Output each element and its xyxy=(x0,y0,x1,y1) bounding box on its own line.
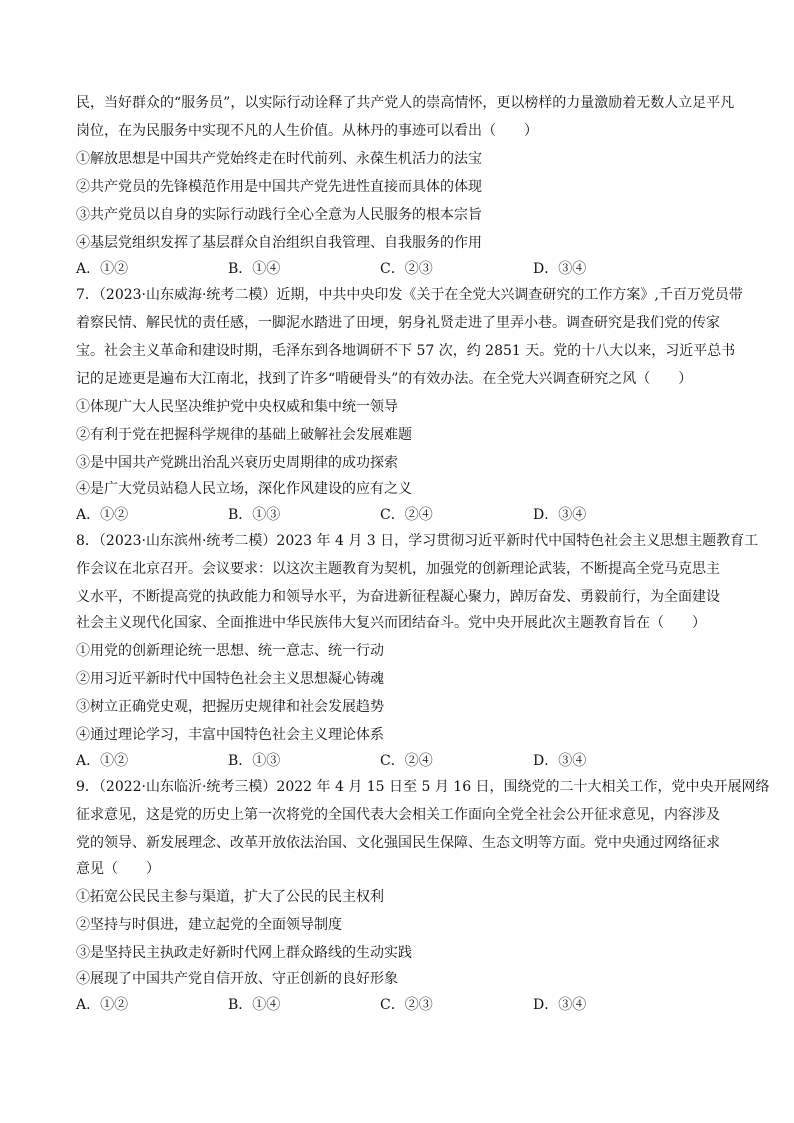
option-a[interactable]: A．①② xyxy=(76,507,129,523)
question-stem-line: 义水平，不断提高党的执政能力和领导水平，为奋进新征程凝心聚力，踔厉奋发、勇毅前行，为全面建设 xyxy=(76,589,720,605)
question-stem-line: 7．（2023·山东威海·统考二模）近期，中共中央印发《关于在全党大兴调查研究的工作方案》,千百万党员带 xyxy=(76,287,743,303)
question-stem-line: 记的足迹更是遍布大江南北，找到了许多“啃硬骨头”的有效办法。在全党大兴调查研究之风（ ） xyxy=(76,371,693,387)
question-stem-line: 着察民情、解民忧的责任感，一脚泥水踏进了田埂，躬身礼贤走进了里弄小巷。调查研究是我们党的传家 xyxy=(76,315,720,331)
option-c[interactable]: C．②④ xyxy=(380,507,433,523)
question-stem-line: 意见（ ） xyxy=(76,861,160,877)
statement-4: ④是广大党员站稳人民立场，深化作风建设的应有之义 xyxy=(76,481,412,497)
statement-4: ④展现了中国共产党自信开放、守正创新的良好形象 xyxy=(76,971,398,987)
option-b[interactable]: B．①③ xyxy=(228,753,281,769)
statement-1: ①解放思想是中国共产党始终走在时代前列、永葆生机活力的法宝 xyxy=(76,151,482,167)
question-stem-line: 8．（2023·山东滨州·统考二模）2023 年 4 月 3 日，学习贯彻习近平新时代中国特色社会主义思想主题教育工 xyxy=(76,533,759,549)
question-stem-line: 9．（2022·山东临沂·统考三模）2022 年 4 月 15 日至 5 月 16 日，围绕党的二十大相关工作，党中央开展网络 xyxy=(76,779,770,795)
option-c[interactable]: C．②③ xyxy=(380,997,433,1013)
option-c[interactable]: C．②④ xyxy=(380,753,433,769)
question-stem-line: 社会主义现代化国家、全面推进中华民族伟大复兴而团结奋斗。党中央开展此次主题教育旨在（ ） xyxy=(76,615,706,631)
question-stem-line: 岗位，在为民服务中实现不凡的人生价值。从林丹的事迹可以看出（ ） xyxy=(76,123,538,139)
option-d[interactable]: D．③④ xyxy=(533,261,587,277)
option-a[interactable]: A．①② xyxy=(76,997,129,1013)
statement-1: ①拓宽公民民主参与渠道，扩大了公民的民主权利 xyxy=(76,889,384,905)
option-d[interactable]: D．③④ xyxy=(533,507,587,523)
statement-4: ④通过理论学习，丰富中国特色社会主义理论体系 xyxy=(76,727,384,743)
statement-3: ③是坚持民主执政走好新时代网上群众路线的生动实践 xyxy=(76,945,412,961)
option-b[interactable]: B．①④ xyxy=(228,997,281,1013)
option-d[interactable]: D．③④ xyxy=(533,997,587,1013)
option-b[interactable]: B．①③ xyxy=(228,507,281,523)
statement-3: ③树立正确党史观，把握历史规律和社会发展趋势 xyxy=(76,699,384,715)
question-stem-line: 征求意见，这是党的历史上第一次将党的全国代表大会相关工作面向全党全社会公开征求意见，内容涉及 xyxy=(76,807,720,823)
option-a[interactable]: A．①② xyxy=(76,753,129,769)
statement-3: ③是中国共产党跳出治乱兴衰历史周期律的成功探索 xyxy=(76,455,398,471)
question-stem-line: 宝。社会主义革命和建设时期，毛泽东到各地调研不下 57 次，约 2851 天。党的十八大以来，习近平总书 xyxy=(76,343,736,359)
statement-4: ④基层党组织发挥了基层群众自治组织自我管理、自我服务的作用 xyxy=(76,235,482,251)
question-stem-line: 作会议在北京召开。会议要求：以这次主题教育为契机，加强党的创新理论武装，不断提高全党马克思主 xyxy=(76,561,720,577)
option-d[interactable]: D．③④ xyxy=(533,753,587,769)
option-c[interactable]: C．②③ xyxy=(380,261,433,277)
statement-2: ②有利于党在把握科学规律的基础上破解社会发展难题 xyxy=(76,427,412,443)
statement-2: ②用习近平新时代中国特色社会主义思想凝心铸魂 xyxy=(76,671,384,687)
statement-1: ①用党的创新理论统一思想、统一意志、统一行动 xyxy=(76,643,384,659)
statement-3: ③共产党员以自身的实际行动践行全心全意为人民服务的根本宗旨 xyxy=(76,207,482,223)
option-a[interactable]: A．①② xyxy=(76,261,129,277)
option-b[interactable]: B．①④ xyxy=(228,261,281,277)
statement-2: ②共产党员的先锋模范作用是中国共产党先进性直接而具体的体现 xyxy=(76,179,482,195)
question-stem-line: 党的领导、新发展理念、改革开放依法治国、文化强国民生保障、生态文明等方面。党中央通过网络征求 xyxy=(76,835,720,851)
question-stem-line: 民，当好群众的“服务员”，以实际行动诠释了共产党人的崇高情怀，更以榜样的力量激励着无数人立足平凡 xyxy=(76,95,735,111)
statement-2: ②坚持与时俱进，建立起党的全面领导制度 xyxy=(76,917,342,933)
statement-1: ①体现广大人民坚决维护党中央权威和集中统一领导 xyxy=(76,399,398,415)
